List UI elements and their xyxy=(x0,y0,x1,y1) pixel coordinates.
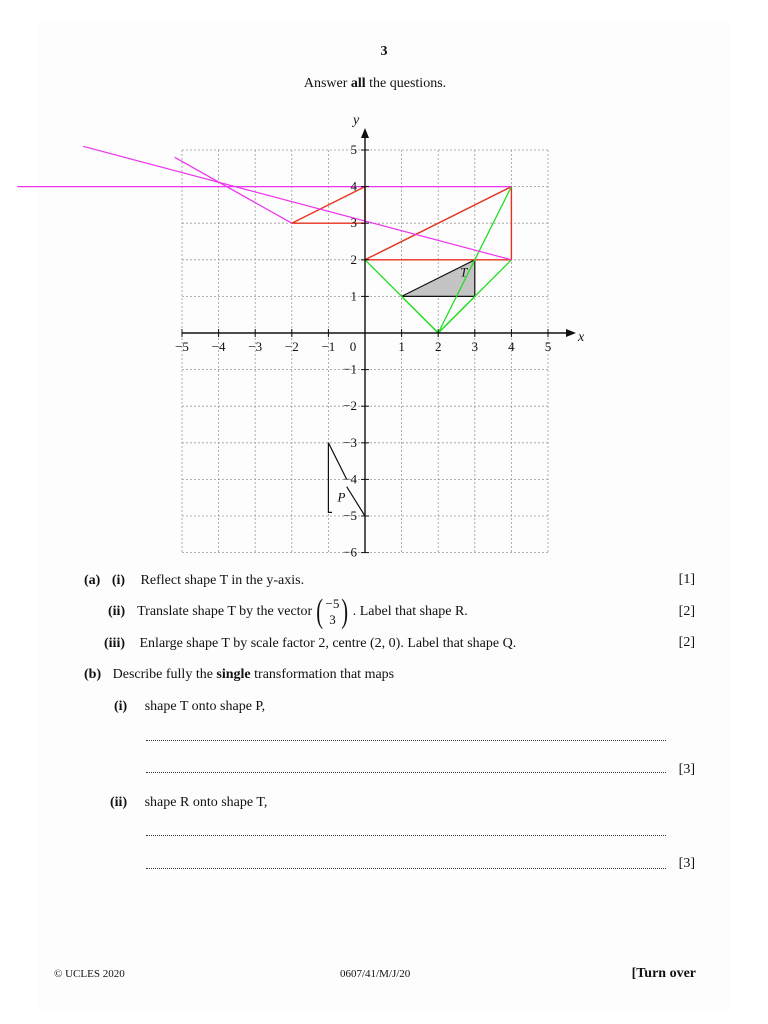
question-a-iii xyxy=(104,635,516,653)
text-a-ii-before: Translate shape T by the vector xyxy=(137,604,313,619)
x-tick-label: 2 xyxy=(434,339,442,354)
answer-line-b-i-1[interactable] xyxy=(146,740,666,741)
y-tick-label: 5 xyxy=(350,142,357,157)
text-a-iii: Enlarge shape T by scale factor 2, centre (2, 0). Label that shape Q. xyxy=(139,636,517,651)
shape-P-edge xyxy=(328,443,332,513)
marks-a-iii: [2] xyxy=(678,635,695,650)
answer-line-b-ii-1[interactable] xyxy=(146,835,666,836)
origin-label: 0 xyxy=(349,339,357,354)
y-tick-label: 4 xyxy=(350,178,357,194)
text-b-before: Describe fully the xyxy=(112,667,217,682)
text-a-ii-after: . Label that shape R. xyxy=(352,604,468,619)
y-tick-label: 2 xyxy=(350,251,357,267)
shape-P-label: P xyxy=(337,489,346,505)
y-axis-label: y xyxy=(353,113,360,128)
question-b xyxy=(84,666,394,684)
x-axis-label: x xyxy=(578,330,585,345)
label-b-ii: (ii) xyxy=(110,795,128,810)
marks-a-i: [1] xyxy=(678,572,695,587)
text-b-bold: single xyxy=(216,667,251,682)
question-a-i xyxy=(84,572,304,590)
marks-b-i: [3] xyxy=(678,762,695,777)
footer-copyright: © UCLES 2020 xyxy=(54,968,125,980)
answer-line-b-i-2[interactable] xyxy=(146,772,666,773)
marks-b-ii: [3] xyxy=(678,856,695,871)
y-tick-label: −1 xyxy=(343,361,357,377)
question-a-ii xyxy=(108,595,468,629)
shape-T-label: T xyxy=(460,264,468,280)
y-tick-label: −6 xyxy=(343,544,357,560)
vector-bottom: 3 xyxy=(329,612,336,627)
x-tick-label: 4 xyxy=(508,339,515,354)
y-tick-label: −4 xyxy=(343,471,357,487)
page-number: 3 xyxy=(380,44,388,59)
instruction-bold: all xyxy=(350,76,366,91)
shapes xyxy=(17,146,511,516)
y-tick-label: −2 xyxy=(343,398,357,414)
x-tick-label: −3 xyxy=(248,339,263,354)
label-a-iii: (iii) xyxy=(104,636,125,651)
text-a-i: Reflect shape T in the y-axis. xyxy=(140,573,305,588)
vector-top: −5 xyxy=(325,596,340,611)
y-tick-label: −3 xyxy=(343,434,357,450)
y-tick-label: 3 xyxy=(350,215,357,231)
instruction-prefix: Answer xyxy=(303,76,351,91)
label-a-ii: (ii) xyxy=(108,604,126,619)
x-tick-label: 5 xyxy=(544,339,552,354)
turn-over: [Turn over xyxy=(631,966,696,981)
text-b-after: transformation that maps xyxy=(250,667,395,682)
answer-line-b-ii-2[interactable] xyxy=(146,868,666,869)
green-line xyxy=(402,296,439,333)
text-b-ii: shape R onto shape T, xyxy=(144,795,268,810)
magenta-line xyxy=(175,157,292,223)
label-b-i: (i) xyxy=(114,699,128,714)
green-line xyxy=(438,296,475,333)
footer-code: 0607/41/M/J/20 xyxy=(340,968,411,980)
axis-labels xyxy=(175,113,585,560)
x-tick-label: −2 xyxy=(284,339,299,354)
x-axis-arrow xyxy=(566,329,576,337)
question-b-ii xyxy=(110,794,267,812)
y-tick-label: 1 xyxy=(350,288,357,304)
text-b-i: shape T onto shape P, xyxy=(144,699,266,714)
x-tick-label: −5 xyxy=(175,339,189,354)
instruction-suffix: the questions. xyxy=(365,76,447,91)
label-a: (a) xyxy=(84,573,101,588)
x-tick-label: −4 xyxy=(211,339,226,354)
marks-a-ii: [2] xyxy=(678,604,695,619)
label-a-i: (i) xyxy=(111,573,126,588)
y-axis-arrow xyxy=(361,128,369,138)
x-tick-label: 1 xyxy=(398,339,405,354)
x-tick-label: −1 xyxy=(321,339,336,354)
y-tick-label: −5 xyxy=(343,508,357,523)
question-b-i xyxy=(114,698,265,716)
x-tick-label: 3 xyxy=(471,339,479,354)
axes xyxy=(182,128,576,553)
magenta-line xyxy=(83,146,511,259)
label-b: (b) xyxy=(84,667,102,682)
vector: ( −5 3 ) xyxy=(316,593,349,630)
